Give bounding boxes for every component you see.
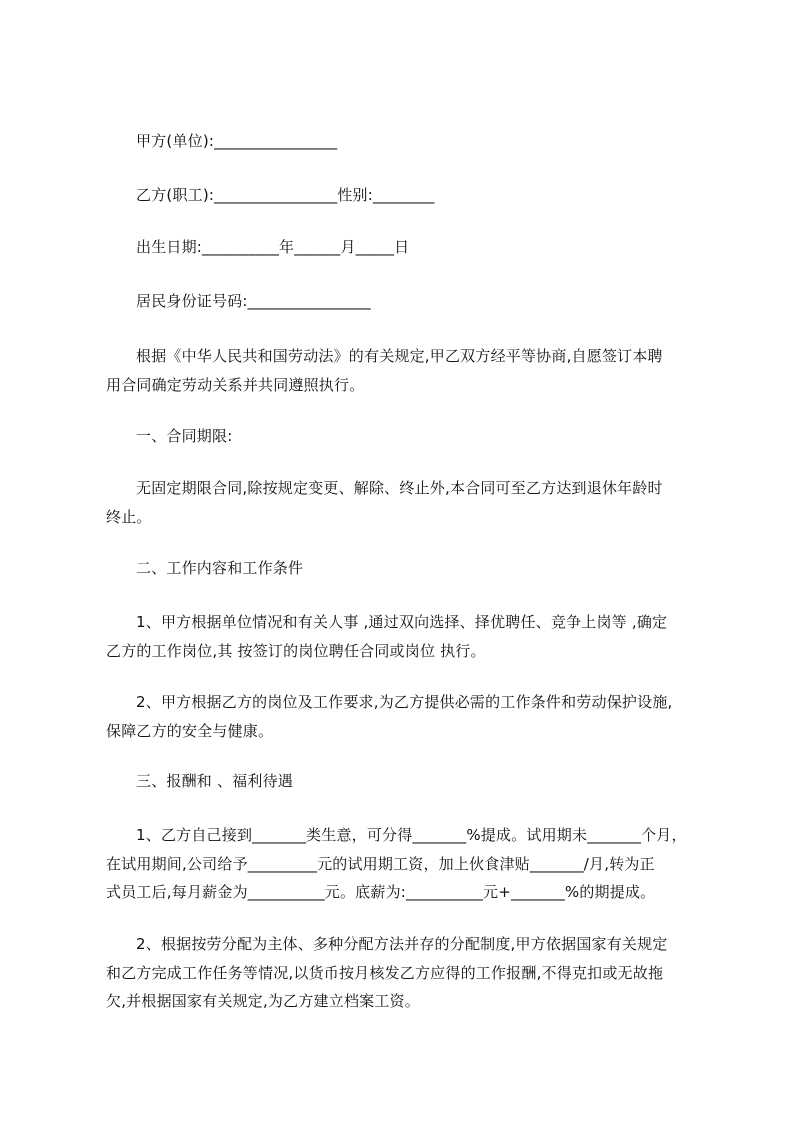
- section2-heading: 二、工作内容和工作条件: [136, 559, 304, 577]
- section3-item1-line-3: 式员工后,每月薪金为__________元。底薪为:__________元+_______%的期提成。: [106, 883, 656, 901]
- section2-item2: [106, 688, 710, 745]
- id-number-field: 居民身份证号码:________________: [136, 292, 371, 310]
- section1-paragraph: [106, 474, 710, 531]
- section2-item1: [106, 608, 710, 665]
- section1-line-2: 终止。: [106, 507, 152, 526]
- section3-item1-line-1: 1、乙方自己接到_______类生意，可分得_______%提成。试用期未_______个月，: [136, 826, 687, 844]
- section3-item1-line-2: 在试用期间,公司给予_________元的试用期工资，加上伙食津贴_______/月,转为正: [106, 854, 655, 873]
- section3-item2-line-1: 2、根据按劳分配为主体、多种分配方法并存的分配制度,甲方依据国家有关规定: [136, 935, 668, 953]
- section1-line-1: 无固定期限合同,除按规定变更、解除、终止外,本合同可至乙方达到退休年龄时: [136, 479, 663, 497]
- intro-line-2: 用合同确定劳动关系并共同遵照执行。: [106, 375, 365, 394]
- intro-line-1: 根据《中华人民共和国劳动法》的有关规定,甲乙双方经平等协商,自愿签订本聘: [136, 347, 663, 365]
- section3-heading: 三、报酬和 、福利待遇: [136, 772, 293, 790]
- section2-item1-line-1: 1、甲方根据单位情况和有关人事 ,通过双向选择、择优聘任、竞争上岗等 ,确定: [136, 613, 668, 631]
- section3-item2-line-3: 欠,并根据国家有关规定,为乙方建立档案工资。: [106, 992, 420, 1010]
- section3-item2-line-2: 和乙方完成工作任务等情况,以货币按月核发乙方应得的工作报酬,不得克扣或无故拖: [106, 963, 664, 982]
- section3-item2: [106, 930, 710, 1016]
- section2-item1-line-2: 乙方的工作岗位,其 按签订的岗位聘任合同或岗位 执行。: [106, 641, 486, 660]
- section3-item1: [106, 821, 710, 907]
- section2-item2-line-1: 2、甲方根据乙方的岗位及工作要求,为乙方提供必需的工作条件和劳动保护设施,: [136, 693, 673, 711]
- party-a-field: 甲方(单位):________________: [136, 132, 338, 150]
- section1-heading: 一、合同期限:: [136, 427, 233, 445]
- party-b-field: 乙方(职工):________________性别:________: [136, 186, 435, 204]
- birth-date-field: 出生日期:__________年______月_____日: [136, 238, 410, 256]
- intro-paragraph: [106, 342, 710, 399]
- section2-item2-line-2: 保障乙方的安全与健康。: [106, 721, 274, 740]
